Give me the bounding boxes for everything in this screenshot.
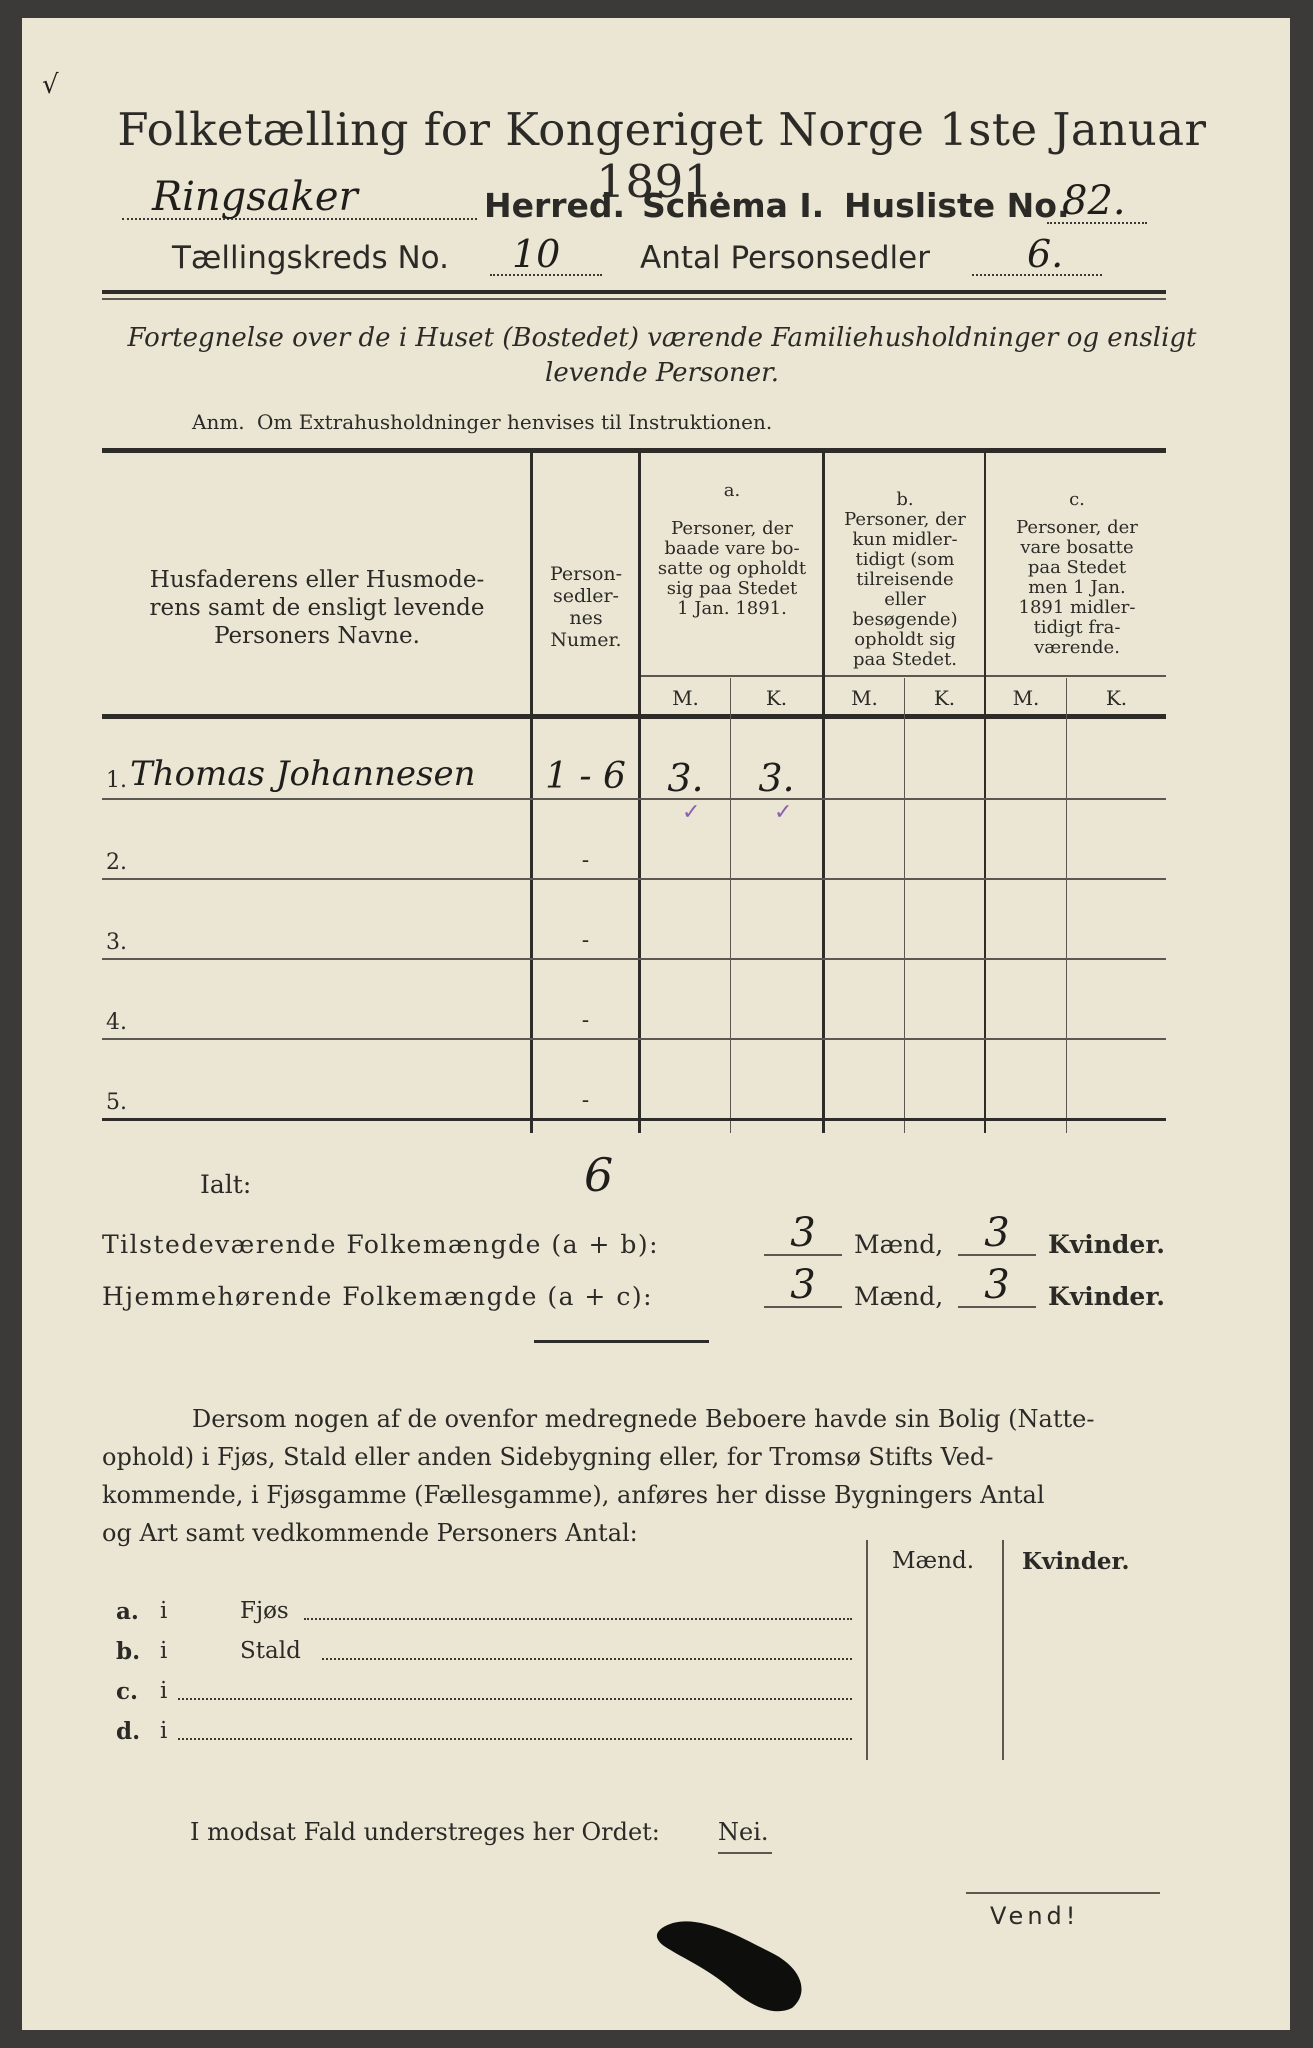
col-header-sedler-line: Person- [549, 563, 623, 585]
row-rule [102, 798, 1166, 800]
col-header-name-line: rens samt de ensligt levende [149, 595, 485, 621]
mk-label-c-m: M. [1012, 686, 1040, 710]
paragraph-line: Dersom nogen af de ovenfor medregnede Beboere havde sin Bolig (Natte- [192, 1405, 1095, 1433]
header-rule-bottom [102, 298, 1166, 300]
row-sedler: 1 - 6 [545, 756, 626, 797]
col-header-sedler [534, 563, 638, 651]
tilstede-maend-label: Mænd, [854, 1230, 944, 1259]
antal-label: Antal Personsedler [640, 240, 930, 276]
hjemme-k-value: 3 [984, 1262, 1010, 1308]
tilstede-label: Tilstedeværende Folkemængde (a + b): [102, 1230, 660, 1259]
ink-blot-shape [657, 1921, 802, 2011]
group-c-line: men 1 Jan. [1028, 577, 1126, 598]
schema-label: Schema I. [642, 186, 825, 225]
table-vrule-a-mk [730, 678, 731, 1133]
row-sedler: - [581, 848, 590, 873]
group-b-letter: b. [896, 489, 914, 510]
group-b-line: besøgende) [852, 609, 958, 630]
item-letter: d. [116, 1718, 141, 1745]
husliste-value: 82. [1062, 178, 1126, 224]
ink-blot-mark [652, 1908, 812, 2018]
col-header-name [112, 566, 522, 650]
item-i: i [160, 1638, 168, 1664]
ialt-value: 6 [584, 1148, 614, 1202]
corner-check-mark: √ [42, 70, 59, 100]
anm-text: Om Extrahusholdninger henvises til Instruktionen. [257, 410, 773, 434]
outbuildings-col-maend: Mænd. [892, 1548, 975, 1574]
nei-word: Nei. [718, 1818, 769, 1846]
group-c-line: 1891 midler- [1018, 597, 1136, 618]
table-header-bottom-rule [102, 714, 1166, 719]
herred-label: Herred. [484, 186, 626, 225]
col-header-sedler-line: nes [569, 607, 603, 629]
col-header-group-b [826, 490, 984, 670]
vend-rule [966, 1892, 1160, 1894]
row-a-k: 3. [758, 756, 795, 800]
group-a-line: Personer, der [671, 518, 793, 539]
item-label-stald: Stald [240, 1638, 301, 1664]
item-dotted-line [322, 1658, 852, 1660]
mk-label-a-k: K. [765, 686, 788, 710]
row-number: 2. [106, 850, 127, 875]
group-c-line: vare bosatte [1020, 537, 1134, 558]
col-header-name-line: Husfaderens eller Husmode- [149, 567, 485, 593]
mk-label-b-k: K. [933, 686, 956, 710]
table-bottom-rule [102, 1118, 1166, 1121]
row-number: 1. [106, 768, 127, 793]
modsat-text: I modsat Fald understreges her Ordet: [190, 1818, 660, 1846]
col-header-name-line: Personers Navne. [214, 623, 420, 649]
vend-text: Vend! [990, 1902, 1080, 1930]
item-label-fjos: Fjøs [240, 1598, 289, 1624]
check-mark-a-k: ✓ [774, 800, 793, 825]
check-mark-a-m: ✓ [682, 800, 701, 825]
form-title: Folketælling for Kongeriget Norge 1ste Januar 1891. [117, 103, 1207, 208]
tilstede-m-value: 3 [790, 1210, 816, 1256]
row-sedler: - [581, 928, 590, 953]
row-rule [102, 958, 1166, 960]
census-form-sheet [22, 18, 1290, 2030]
group-a-line: 1 Jan. 1891. [677, 598, 787, 619]
antal-value: 6. [1027, 232, 1064, 276]
mk-label-b-m: M. [851, 686, 878, 710]
row-name: Thomas Johannesen [130, 754, 476, 794]
row-sedler: - [581, 1008, 590, 1033]
group-b-line: opholdt sig [854, 629, 956, 650]
group-c-line: værende. [1034, 637, 1120, 658]
paragraph-line: og Art samt vedkommende Personers Antal: [102, 1519, 638, 1547]
table-top-rule [102, 448, 1166, 453]
hjemme-m-value: 3 [790, 1262, 816, 1308]
row-sedler: - [581, 1088, 590, 1113]
row-a-m: 3. [667, 756, 704, 800]
mk-label-c-k: K. [1105, 686, 1128, 710]
group-b-line: paa Stedet. [852, 649, 958, 670]
table-vrule-4 [984, 453, 986, 1133]
outbuildings-vrule-2 [1002, 1540, 1004, 1760]
outbuildings-col-kvinder: Kvinder. [1022, 1548, 1130, 1575]
item-i: i [160, 1718, 168, 1744]
intro-line-1: Fortegnelse over de i Huset (Bostedet) værende Familiehusholdninger og ensligt [127, 323, 1197, 353]
group-b-line: tilreisende [856, 569, 954, 590]
group-c-line: paa Stedet [1027, 557, 1127, 578]
row-number: 4. [106, 1010, 127, 1035]
group-c-letter: c. [1069, 489, 1085, 510]
tilstede-k-value: 3 [984, 1210, 1010, 1256]
group-a-line: satte og opholdt [657, 558, 807, 579]
tilstede-kvinder-label: Kvinder. [1048, 1230, 1165, 1259]
group-b-line: kun midler- [852, 529, 958, 550]
nei-underline [718, 1852, 772, 1854]
group-a-line: sig paa Stedet [666, 578, 798, 599]
col-header-group-a [642, 481, 822, 619]
section-divider [534, 1340, 709, 1343]
group-c-line: Personer, der [1016, 517, 1138, 538]
row-number: 5. [106, 1090, 127, 1115]
hjemme-maend-label: Mænd, [854, 1282, 944, 1311]
husliste-label: Husliste No. [844, 186, 1070, 225]
item-letter: c. [116, 1678, 139, 1705]
col-header-sedler-line: sedler- [553, 585, 619, 607]
mk-header-rule [640, 675, 1166, 677]
col-header-group-c [988, 490, 1166, 658]
table-vrule-c-mk [1066, 678, 1067, 1133]
group-b-line: Personer, der [844, 509, 966, 530]
row-number: 3. [106, 930, 127, 955]
outbuildings-vrule-1 [866, 1540, 868, 1760]
outbuildings-paragraph [102, 1400, 1166, 1552]
hjemme-kvinder-label: Kvinder. [1048, 1282, 1165, 1311]
ialt-label: Ialt: [200, 1170, 252, 1199]
item-dotted-line [178, 1698, 852, 1700]
table-vrule-b-mk [904, 678, 905, 1133]
row-rule [102, 878, 1166, 880]
intro-line-2: levende Personer. [545, 358, 779, 388]
herred-value: Ringsaker [152, 174, 358, 220]
paragraph-line: ophold) i Fjøs, Stald eller anden Sidebygning eller, for Tromsø Stifts Ved- [102, 1443, 994, 1471]
col-header-sedler-line: Numer. [550, 629, 622, 651]
anm-label: Anm. [192, 410, 245, 434]
item-i: i [160, 1678, 168, 1704]
group-b-line: tidigt (som [855, 549, 955, 570]
header-rule-top [102, 290, 1166, 294]
group-a-line: baade vare bo- [664, 538, 800, 559]
item-i: i [160, 1598, 168, 1624]
paragraph-line: kommende, i Fjøsgamme (Fællesgamme), anføres her disse Bygningers Antal [102, 1481, 1045, 1509]
kreds-label: Tællingskreds No. [172, 240, 449, 276]
row-rule [102, 1038, 1166, 1040]
hjemme-label: Hjemmehørende Folkemængde (a + c): [102, 1282, 653, 1311]
group-b-line: eller [884, 589, 926, 610]
mk-label-a-m: M. [672, 686, 699, 710]
group-c-line: tidigt fra- [1033, 617, 1121, 638]
item-dotted-line [178, 1738, 852, 1740]
item-dotted-line [304, 1618, 852, 1620]
group-a-letter: a. [723, 480, 741, 501]
item-letter: b. [116, 1638, 141, 1665]
table-vrule-3 [822, 453, 825, 1133]
item-letter: a. [116, 1598, 139, 1625]
kreds-value: 10 [512, 232, 561, 276]
